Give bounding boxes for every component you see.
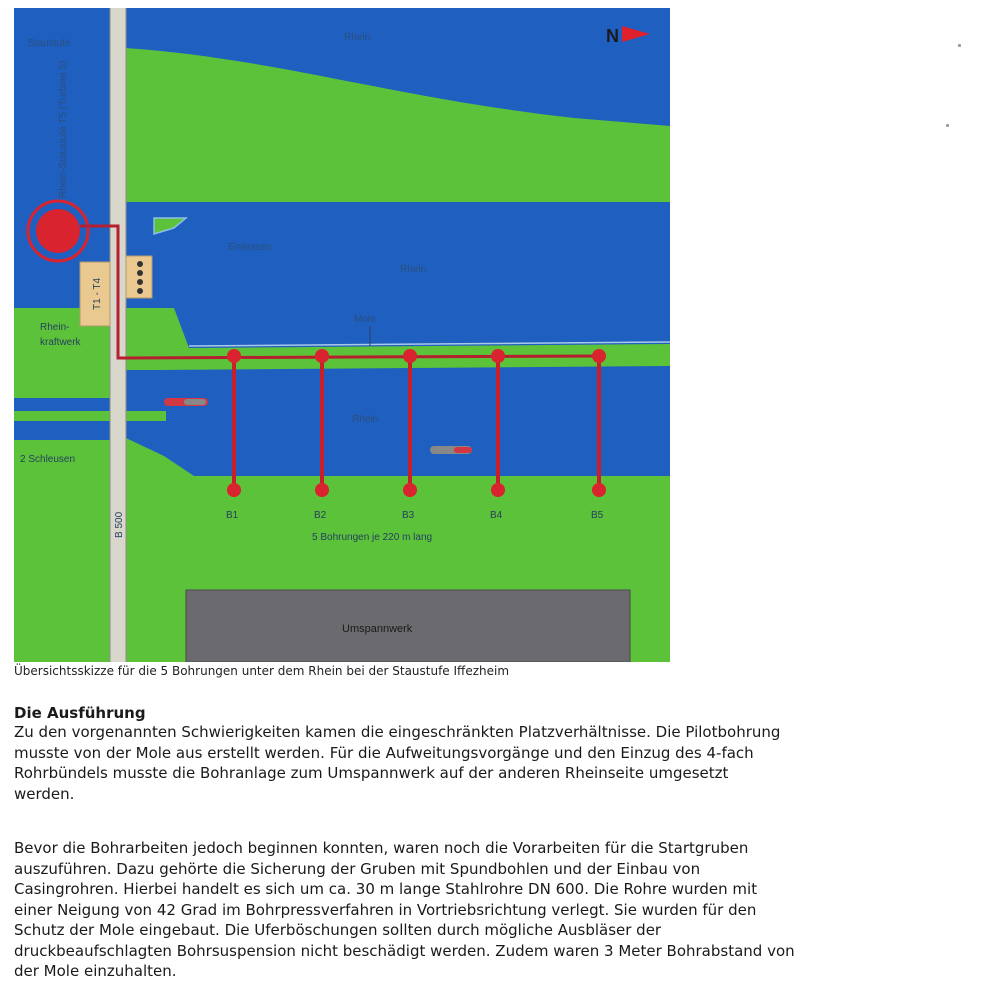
ship-left-icon [164, 398, 208, 406]
section-heading: Die Ausführung [14, 704, 146, 722]
text-line: Rohrbündels musste die Bohranlage zum Umspannwerk auf der anderen Rheinseite umgesetzt [14, 764, 729, 782]
label-rheinkraftwerk-2: kraftwerk [40, 337, 81, 348]
scan-speck [958, 44, 961, 47]
label-schleusen: 2 Schleusen [20, 454, 76, 465]
paragraph-2 [14, 838, 969, 982]
borehole-1-label: B1 [226, 510, 239, 521]
text-line: werden. [14, 784, 75, 803]
borehole-2-start-marker [315, 349, 329, 363]
figure-caption: Übersichtsskizze für die 5 Bohrungen unter dem Rhein bei der Staustufe Iffezheim [14, 664, 510, 678]
borehole-1-end-marker [227, 483, 241, 497]
borehole-3-start-marker [403, 349, 417, 363]
borehole-1-start-marker [227, 349, 241, 363]
valve-dot [137, 288, 143, 294]
borehole-5-end-marker [592, 483, 606, 497]
turbine-core [36, 209, 80, 253]
valve-dot [137, 279, 143, 285]
paragraph-1 [14, 722, 969, 804]
label-rhein-low: Rhein [352, 414, 379, 425]
borehole-4-label: B4 [490, 510, 503, 521]
land-lock-divider [14, 411, 166, 421]
compass-n: N [606, 26, 619, 46]
label-road-b500: B 500 [114, 511, 125, 538]
text-line: Zu den vorgenannten Schwierigkeiten kamen die eingeschränkten Platzverhältnisse. Die Pilotbohrung [14, 723, 781, 741]
ship-right-icon [430, 446, 472, 454]
label-einlass: Einlassen [228, 242, 272, 253]
borehole-2-end-marker [315, 483, 329, 497]
label-staustufe: Staustufe [28, 38, 71, 49]
text-line: musste von der Mole aus erstellt werden. Für die Aufweitungsvorgänge und den Einzug des 4-fach [14, 743, 754, 762]
borehole-2-label: B2 [314, 510, 327, 521]
borehole-4-start-marker [491, 349, 505, 363]
overview-map [14, 8, 670, 662]
label-umspannwerk: Umspannwerk [342, 623, 413, 635]
borehole-3-label: B3 [402, 510, 415, 521]
text-line: Bevor die Bohrarbeiten jedoch beginnen konnten, waren noch die Vorarbeiten für die Startgruben [14, 839, 749, 857]
text-line: der Mole einzuhalten. [14, 962, 177, 980]
label-rhein-mid: Rhein [400, 264, 427, 275]
borehole-5-start-marker [592, 349, 606, 363]
label-mole: Mole [354, 314, 376, 325]
borehole-5-label: B5 [591, 510, 604, 521]
scan-speck [946, 124, 949, 127]
label-station: T1 - T4 [92, 277, 103, 310]
label-rhein-top: Rhein [344, 32, 371, 43]
text-line: druckbeaufschlagten Bohrsuspension nicht beschädigt werden. Zudem waren 3 Meter Bohrabstand von [14, 941, 795, 960]
text-line: einer Neigung von 42 Grad im Bohrpressverfahren in Vortriebsrichtung verlegt. Sie wurden für den [14, 900, 757, 919]
borehole-4-end-marker [491, 483, 505, 497]
valve-dot [137, 270, 143, 276]
text-line: Schutz der Mole eingebaut. Die Uferböschungen sollten durch mögliche Ausbläser der [14, 921, 662, 939]
borehole-3-end-marker [403, 483, 417, 497]
text-line: auszuführen. Dazu gehörte die Sicherung der Gruben mit Spundbohlen und der Einbau von [14, 859, 701, 878]
label-bohrungen-note: 5 Bohrungen je 220 m lang [312, 532, 433, 543]
valve-dot [137, 261, 143, 267]
text-line: Casingrohren. Hierbei handelt es sich um ca. 30 m lange Stahlrohre DN 600. Die Rohre wurden mit [14, 880, 758, 898]
label-turbine: Rhein-Staustufe T5 (Turbine 5) [58, 60, 69, 198]
label-rheinkraftwerk-1: Rhein- [40, 322, 70, 333]
